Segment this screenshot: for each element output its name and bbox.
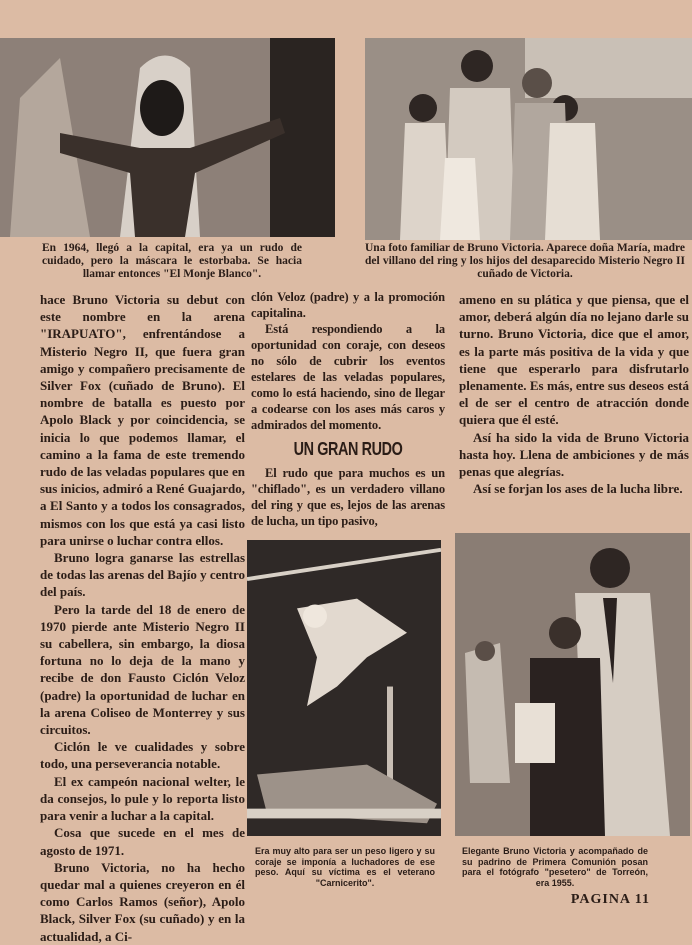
- photo2-caption: Una foto familiar de Bruno Victoria. Aparece doña María, madre del villano del ring y los hijos del desaparecido Misterio Negro II cuñado de Victoria.: [365, 242, 685, 280]
- photo4-caption: Elegante Bruno Victoria y acompañado de su padrino de Primera Comunión posan para el fotógrafo "pesetero" de Torreón, era 1955.: [462, 846, 648, 888]
- photo-masked-wrestler: [0, 38, 335, 237]
- photo-family: [365, 38, 692, 240]
- wrestling-action-icon: [247, 540, 441, 836]
- photo-communion-portrait: [455, 533, 690, 836]
- photo1-caption: En 1964, llegó a la capital, era ya un rudo de cuidado, pero la máscara le estorbaba. Se hacia llamar entonces "El Monje Blanco".: [42, 242, 302, 280]
- wrestler-silhouette-icon: [0, 38, 335, 237]
- paragraph: clón Veloz (padre) y a la promoción capitalina.: [251, 290, 445, 320]
- paragraph: Ciclón le ve cualidades y sobre todo, una perseverancia notable.: [40, 739, 245, 772]
- article-column-2: [251, 289, 445, 529]
- page-number: PAGINA 11: [570, 892, 650, 907]
- article-column-1: [40, 291, 245, 945]
- paragraph: Bruno Victoria, no ha hecho quedar mal a quienes creyeron en él como Carlos Ramos (señor), Apolo Black, Silver Fox (su cuñado) y en la actualidad, a Ci-: [40, 859, 245, 944]
- portrait-silhouette-icon: [455, 533, 690, 836]
- paragraph: ameno en su plática y que piensa, que el amor, deberá algún día no lejano darle su turno. Bruno Victoria, dice que el amor, es la parte más positiva de la vida y que tiene que esperarlo para disfrutarlo plenamente. Es más, entre sus deseos está el de ser el centro de atracción donde quiera que él esté.: [459, 292, 689, 428]
- family-silhouette-icon: [365, 38, 692, 240]
- paragraph: Está respondiendo a la oportunidad con coraje, con deseos no sólo de cubrir los eventos estelares de las veladas populares, como lo está haciendo, sino de llegar a codearse con los ases más caros y admirados del momento.: [251, 322, 445, 432]
- paragraph: Así se forjan los ases de la lucha libre.: [473, 481, 683, 497]
- photo-wrestling-match: [247, 540, 441, 836]
- section-heading: UN GRAN RUDO: [293, 439, 403, 459]
- article-column-3: [459, 291, 689, 497]
- paragraph: El rudo que para muchos es un "chiflado", es un verdadero villano del ring y que es, lejos de las arenas de lucha, un tipo pasivo,: [251, 466, 445, 528]
- paragraph: hace Bruno Victoria su debut con este nombre en la arena "IRAPUATO", enfrentándose a Misterio Negro II, que fuera gran amigo y compañero precisamente de Silver Fox (cuñado de Bruno). El nombre de batalla es puesto por Apolo Black y por coincidencia, se inicia lo que podemos llamar, el camino a la fama de este tremendo rudo de las veladas populares que en sus inicios, admiró a René Guajardo, a El Santo y a todos los consagrados, mismos con los que está ya casi listo para unirse o luchar contra ellos.: [40, 292, 245, 548]
- paragraph: Bruno logra ganarse las estrellas de todas las arenas del Bajío y centro del país.: [40, 550, 245, 600]
- paragraph: Pero la tarde del 18 de enero de 1970 pierde ante Misterio Negro II su cabellera, sin embargo, la diosa fortuna no lo deja de la mano y recibe de don Fausto Ciclón Veloz (padre) la oportunidad de luchar en la arena Coliseo de Monterrey y sus circuitos.: [40, 601, 245, 738]
- paragraph: Cosa que sucede en el mes de agosto de 1971.: [40, 825, 245, 858]
- paragraph: Así ha sido la vida de Bruno Victoria hasta hoy. Llena de ambiciones y de más penas que alegrías.: [459, 429, 689, 480]
- paragraph: El ex campeón nacional welter, le da consejos, lo pule y lo reporta listo para venir a luchar a la capital.: [40, 773, 245, 824]
- photo3-caption: Era muy alto para ser un peso ligero y su coraje se imponía a luchadores de ese peso. Aquí su víctima es el veterano "Carnicerito".: [255, 846, 435, 888]
